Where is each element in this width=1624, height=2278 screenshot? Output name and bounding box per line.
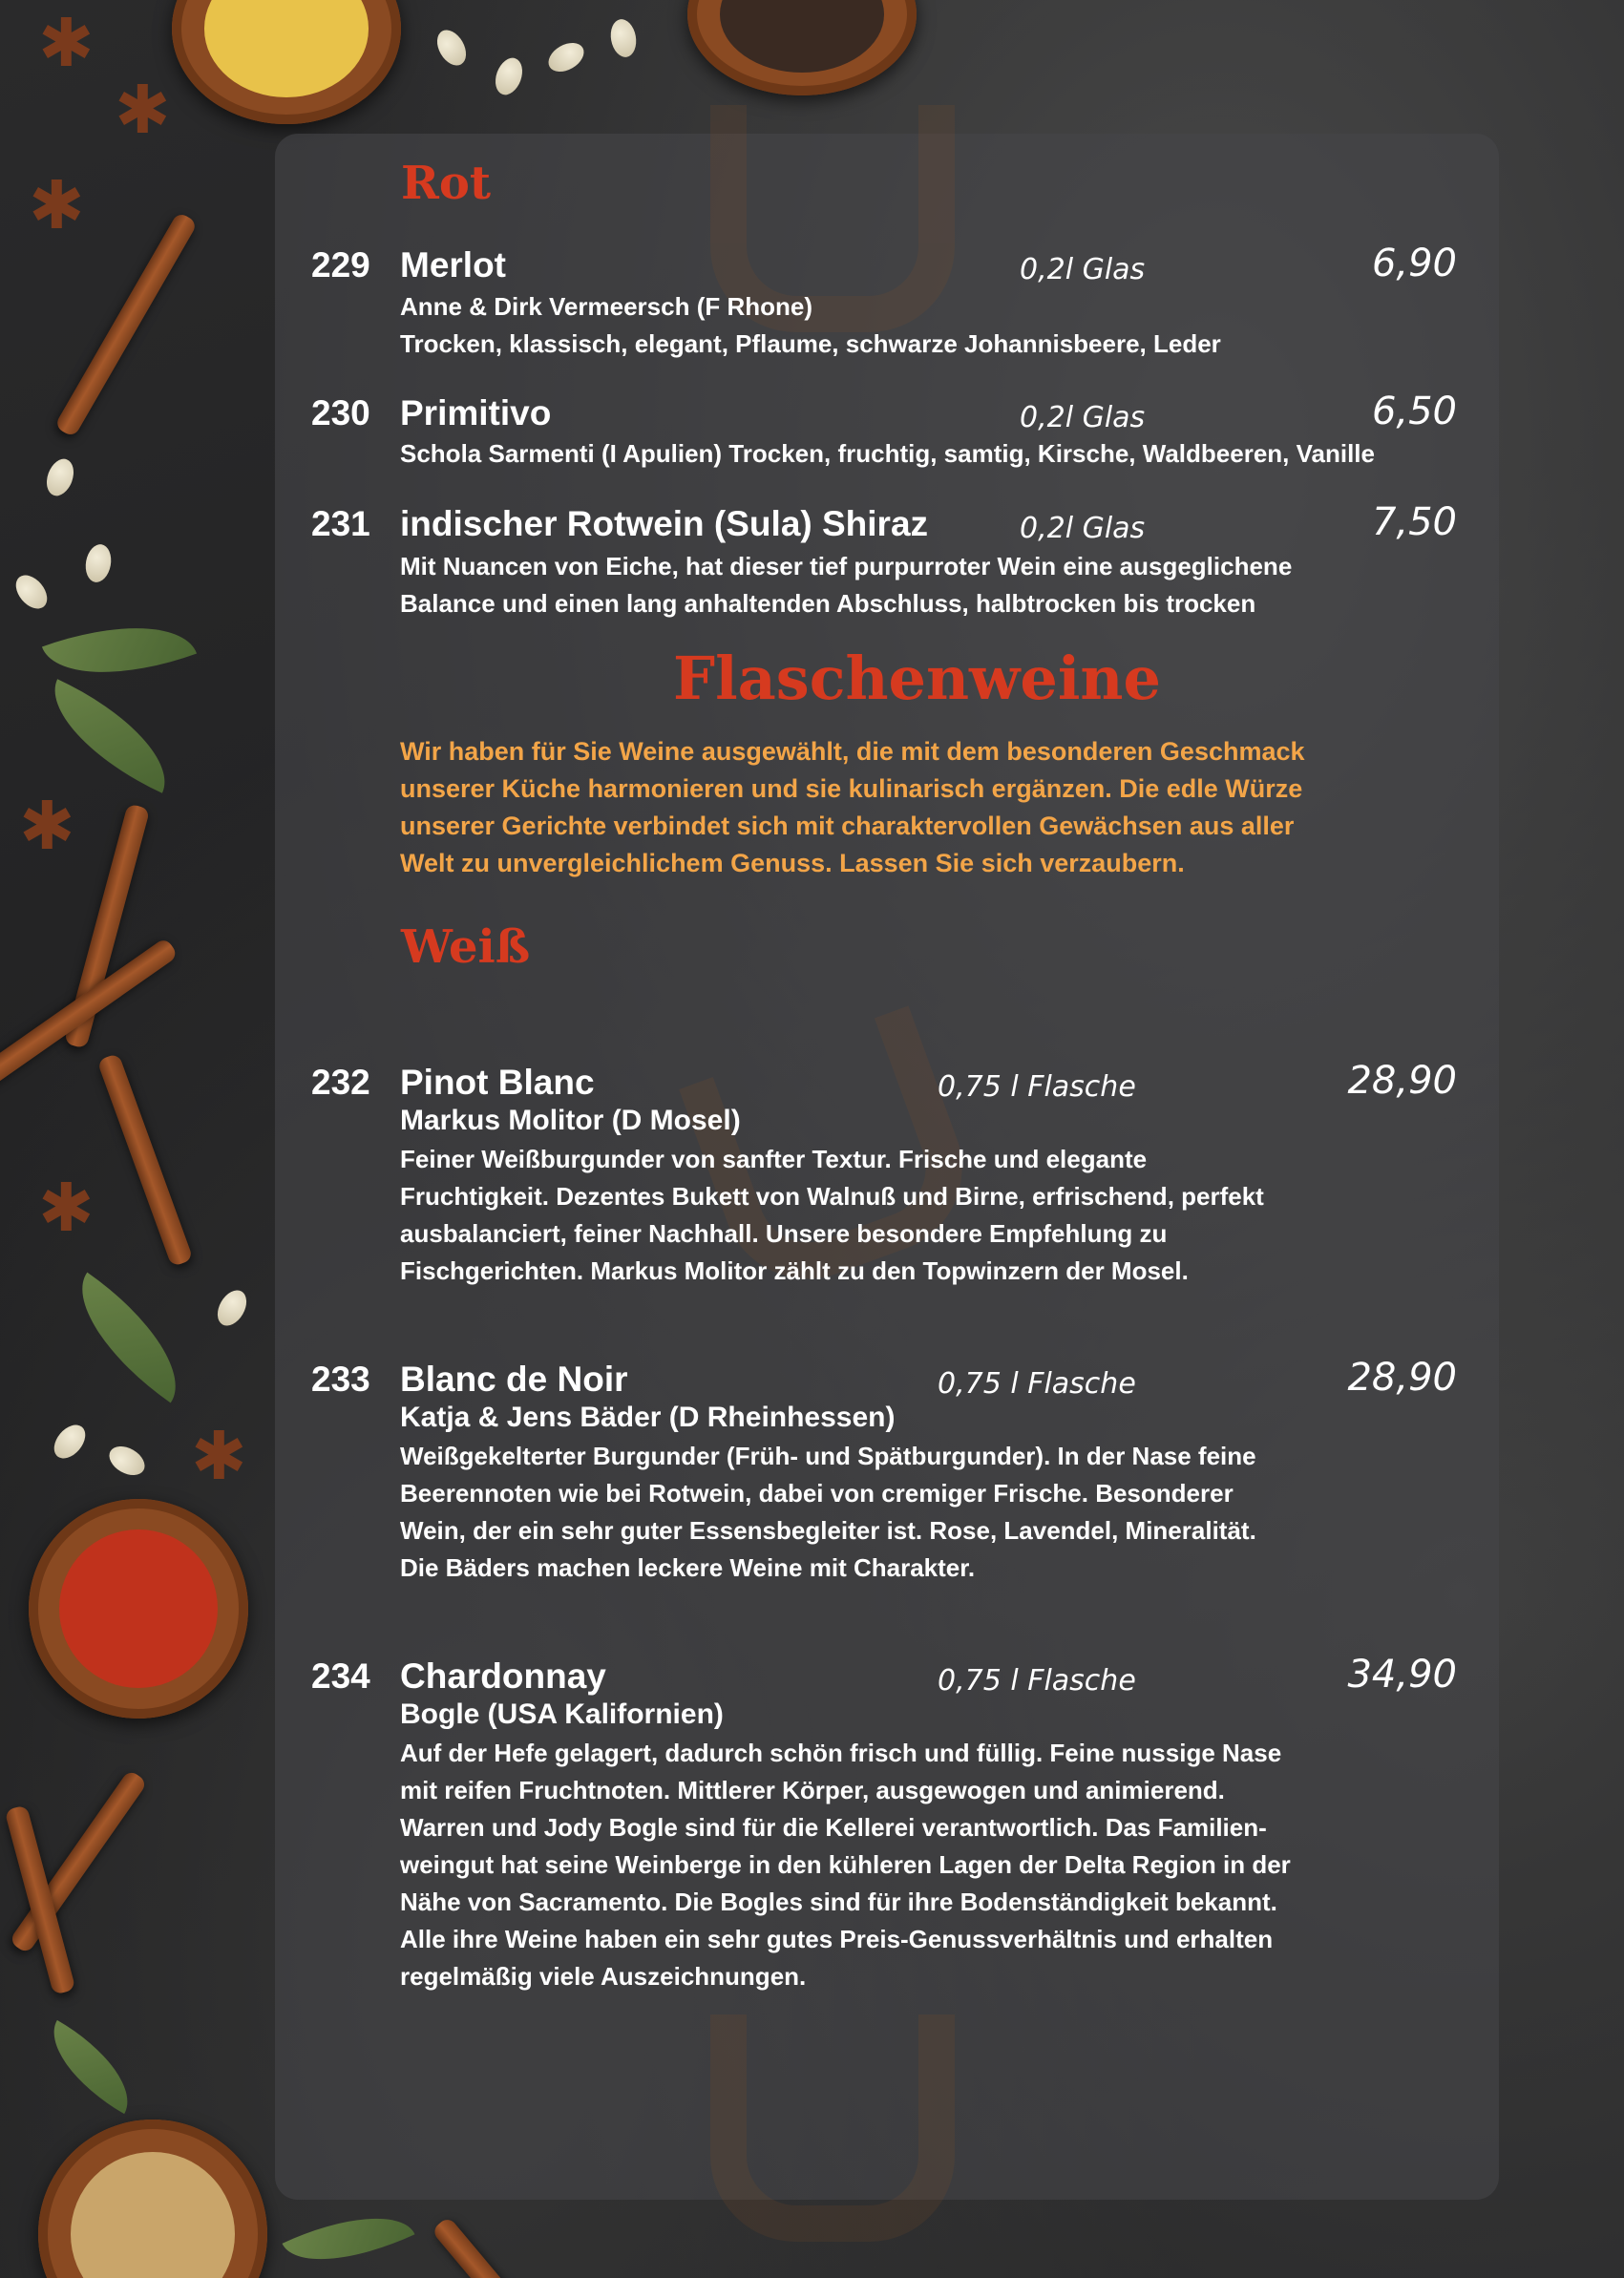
star-anise-icon: ✱: [19, 789, 75, 863]
item-description: Alle ihre Weine haben ein sehr gutes Preis-Genussverhältnis und erhalten: [400, 1925, 1274, 1953]
item-producer: Bogle (USA Kalifornien): [400, 1698, 724, 1730]
spice-bowl-icon: [172, 0, 401, 124]
intro-line: unserer Gerichte verbindet sich mit charaktervollen Gewächsen aus aller: [400, 812, 1295, 840]
item-name: Primitivo: [400, 393, 552, 432]
section-heading-flaschenweine: Flaschenweine: [673, 643, 1161, 713]
star-anise-icon: ✱: [38, 1171, 95, 1245]
item-producer: Markus Molitor (D Mosel): [400, 1105, 741, 1136]
item-size: 0,2l Glas: [1020, 512, 1146, 545]
item-price: 28,90: [1347, 1356, 1457, 1400]
section-heading-rot: Rot: [401, 157, 492, 210]
item-number: 234: [311, 1656, 370, 1696]
item-number: 233: [311, 1360, 370, 1399]
cardamom-pod-icon: [432, 25, 473, 71]
cardamom-pod-icon: [42, 455, 78, 499]
item-size: 0,2l Glas: [1020, 401, 1146, 434]
cinnamon-stick-icon: [54, 211, 199, 437]
spice-bowl-icon: [29, 1499, 248, 1719]
item-name: Pinot Blanc: [400, 1063, 595, 1102]
section-heading-weiss: Weiß: [401, 920, 531, 974]
item-size: 0,75 l Flasche: [938, 1367, 1136, 1401]
cinnamon-stick-icon: [96, 1053, 193, 1267]
item-description: Weißgekelterter Burgunder (Früh- und Spätburgunder). In der Nase feine: [400, 1442, 1256, 1470]
cardamom-pod-icon: [83, 542, 115, 584]
cardamom-pod-icon: [543, 37, 589, 78]
intro-line: Welt zu unvergleichlichem Genuss. Lassen Sie sich verzaubern.: [400, 849, 1185, 877]
cardamom-pod-icon: [491, 54, 527, 98]
item-description: mit reifen Fruchtnoten. Mittlerer Körper, ausgewogen und animierend.: [400, 1776, 1225, 1804]
item-description: regelmäßig viele Auszeichnungen.: [400, 1962, 807, 1991]
star-anise-icon: ✱: [191, 1419, 247, 1493]
item-price: 6,50: [1371, 390, 1457, 433]
intro-text: [400, 733, 1469, 882]
item-number: 231: [311, 504, 370, 543]
spice-bowl-icon: [687, 0, 917, 95]
item-description: Mit Nuancen von Eiche, hat dieser tief purpurroter Wein eine ausgeglichene: [400, 552, 1293, 580]
item-size: 0,2l Glas: [1020, 253, 1146, 286]
item-price: 34,90: [1347, 1653, 1457, 1697]
item-number: 229: [311, 245, 370, 285]
item-description: Schola Sarmenti (I Apulien) Trocken, fruchtig, samtig, Kirsche, Waldbeeren, Vanille: [400, 439, 1375, 468]
item-name: Chardonnay: [400, 1656, 606, 1696]
item-price: 7,50: [1371, 500, 1457, 544]
item-description: Anne & Dirk Vermeersch (F Rhone): [400, 292, 812, 321]
item-number: 230: [311, 393, 370, 432]
item-description: Balance und einen lang anhaltenden Abschluss, halbtrocken bis trocken: [400, 589, 1256, 618]
cardamom-pod-icon: [10, 569, 53, 614]
item-description: Feiner Weißburgunder von sanfter Textur. Frische und elegante: [400, 1145, 1148, 1173]
item-description: ausbalanciert, feiner Nachhall. Unsere besondere Empfehlung zu: [400, 1219, 1168, 1248]
item-size: 0,75 l Flasche: [938, 1664, 1136, 1698]
item-description: Auf der Hefe gelagert, dadurch schön frisch und füllig. Feine nussige Nase: [400, 1739, 1282, 1767]
intro-line: Wir haben für Sie Weine ausgewählt, die mit dem besonderen Geschmack: [400, 737, 1305, 766]
restaurant-logo-watermark: [710, 2014, 955, 2242]
item-description: Nähe von Sacramento. Die Bogles sind für ihre Bodenständigkeit bekannt.: [400, 1888, 1277, 1916]
star-anise-icon: ✱: [29, 168, 85, 243]
intro-line: unserer Küche harmonieren und sie kulinarisch ergänzen. Die edle Würze: [400, 774, 1303, 803]
cardamom-pod-icon: [608, 17, 640, 59]
item-description: weingut hat seine Weinberge in den kühleren Lagen der Delta Region in der: [400, 1850, 1291, 1879]
item-description: Die Bäders machen leckere Weine mit Charakter.: [400, 1553, 976, 1582]
item-price: 28,90: [1347, 1059, 1457, 1103]
cinnamon-stick-icon: [431, 2216, 546, 2278]
cardamom-pod-icon: [48, 1419, 92, 1464]
item-producer: Katja & Jens Bäder (D Rheinhessen): [400, 1402, 896, 1433]
item-description: Trocken, klassisch, elegant, Pflaume, schwarze Johannisbeere, Leder: [400, 329, 1221, 358]
item-description: Wein, der ein sehr guter Essensbegleiter ist. Rose, Lavendel, Mineralität.: [400, 1516, 1256, 1545]
item-name: indischer Rotwein (Sula) Shiraz: [400, 504, 929, 543]
bay-leaf-icon: [283, 2191, 415, 2278]
bay-leaf-icon: [33, 2020, 148, 2114]
star-anise-icon: ✱: [38, 6, 95, 80]
item-name: Merlot: [400, 245, 506, 285]
item-description: Fischgerichten. Markus Molitor zählt zu den Topwinzern der Mosel.: [400, 1256, 1189, 1285]
star-anise-icon: ✱: [115, 73, 171, 147]
item-number: 232: [311, 1063, 370, 1102]
cardamom-pod-icon: [212, 1285, 253, 1331]
item-description: Warren und Jody Bogle sind für die Kellerei verantwortlich. Das Familien-: [400, 1813, 1267, 1842]
item-description: Fruchtigkeit. Dezentes Bukett von Walnuß und Birne, erfrischend, perfekt: [400, 1182, 1264, 1211]
bay-leaf-icon: [53, 1273, 204, 1403]
item-description: Beerennoten wie bei Rotwein, dabei von cremiger Frische. Besonderer: [400, 1479, 1234, 1508]
item-name: Blanc de Noir: [400, 1360, 628, 1399]
item-price: 6,90: [1371, 242, 1457, 285]
spice-bowl-icon: [38, 2120, 267, 2278]
cardamom-pod-icon: [104, 1441, 150, 1482]
item-size: 0,75 l Flasche: [938, 1070, 1136, 1104]
